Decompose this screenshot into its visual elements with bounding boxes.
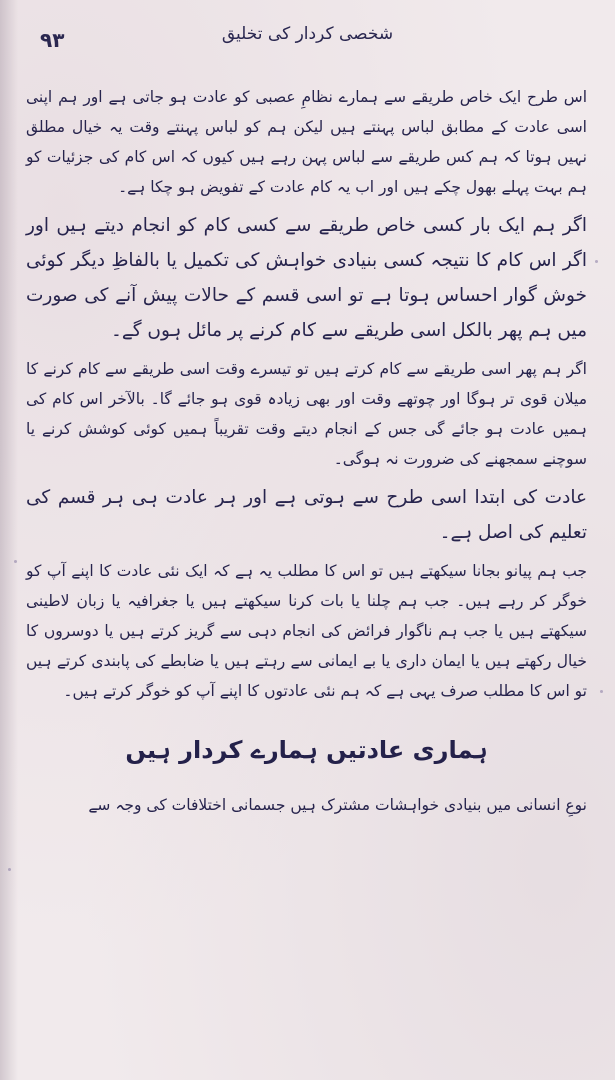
paragraph: اگر ہم ایک بار کسی خاص طریقے سے کسی کام کو انجام دیتے ہیں اور اگر اس کام کا نتیجہ کسی بنیادی خواہش کی تکمیل یا بالفاظِ دیگر کوئی خوش گوار احساس ہوتا ہے تو اسی قسم کے حالات پیش آنے کی صورت میں ہم پھر بالکل اسی طریقے سے کام کرنے پر مائل ہوں گے۔ bbox=[26, 215, 587, 341]
paragraph: جب ہم پیانو بجانا سیکھتے ہیں تو اس کا مطلب یہ ہے کہ ایک نئی عادت کا اپنے آپ کو خوگر کر رہے ہیں۔ جب ہم چلنا یا بات کرنا سیکھتے ہیں یا جغرافیہ یا زبان لاطینی سیکھتے ہیں یا جب ہم ناگوار فرائض کی انجام دہی سے گریز کرتے ہیں یا دوسروں کا خیال رکھتے ہیں یا ایمان داری یا بے ایمانی سے رہتے ہیں یا ضابطے کی پابندی کرتے ہیں تو اس کا مطلب صرف یہی ہے کہ ہم نئی عادتوں کا اپنے آپ کو خوگر کرتے ہیں۔ bbox=[26, 562, 587, 700]
paper-speck bbox=[600, 690, 603, 693]
page-body bbox=[26, 82, 587, 826]
paragraph: نوعِ انسانی میں بنیادی خواہشات مشترک ہیں جسمانی اختلافات کی وجہ سے bbox=[88, 796, 587, 814]
running-header-title: شخصی کردار کی تخلیق bbox=[221, 24, 394, 44]
paragraph: اس طرح ایک خاص طریقے سے ہمارے نظامِ عصبی کو عادت ہو جاتی ہے اور ہم اپنی اسی عادت کے مطابق لباس پہنتے ہیں لیکن ہم کو لباس پہنتے وقت یہ خیال مطلق نہیں ہوتا کہ ہم کس طریقے سے لباس پہن رہے ہیں کیوں کہ اس کام کی جزئیات کو ہم بہت پہلے بھول چکے ہیں اور اب یہ کام عادت کے تفویض ہو چکا ہے۔ bbox=[26, 88, 587, 196]
section-heading: ہماری عادتیں ہمارے کردار ہیں bbox=[125, 736, 488, 764]
page-number: ۹۳ bbox=[40, 28, 65, 52]
paper-speck bbox=[8, 868, 11, 871]
paper-speck bbox=[595, 260, 598, 263]
paper-speck bbox=[14, 560, 17, 563]
paragraph: عادت کی ابتدا اسی طرح سے ہوتی ہے اور ہر عادت ہی ہر قسم کی تعلیم کی اصل ہے۔ bbox=[26, 487, 587, 543]
paragraph: اگر ہم پھر اسی طریقے سے کام کرتے ہیں تو تیسرے وقت اسی طریقے سے کام کرنے کا میلان قوی تر ہوگا اور چوتھے وقت اور بھی زیادہ قوی ہو جائے گا۔ بالآخر اس کام کی ہمیں عادت ہو جائے گی جس کے انجام دیتے وقت تقریباً ہمیں کوئی کوشش کرنے یا سوچنے سمجھنے کی ضرورت نہ ہوگی۔ bbox=[26, 360, 587, 468]
page-binding-shadow bbox=[0, 0, 18, 1080]
